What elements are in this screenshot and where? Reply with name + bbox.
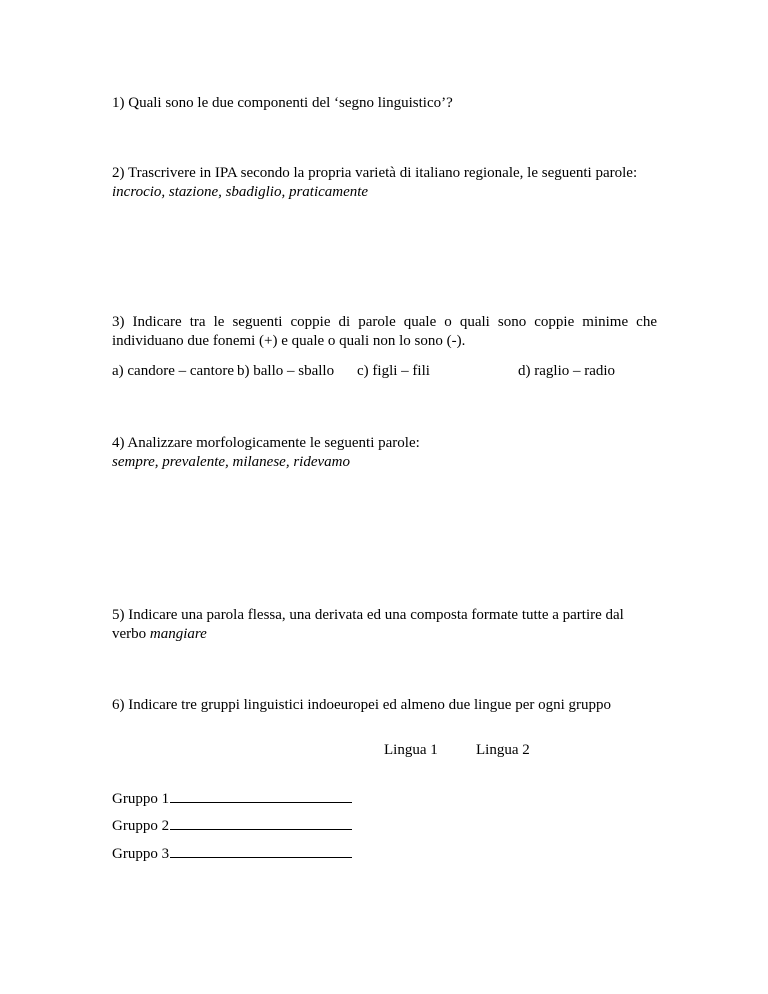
column-header-lingua-1: Lingua 1 — [384, 742, 438, 758]
question-3-option-b: b) ballo – sballo — [237, 363, 335, 379]
question-3 — [112, 313, 657, 351]
question-5-word: mangiare — [149, 626, 207, 642]
question-6-text: 6) Indicare tre gruppi linguistici indoeuropei ed almeno due lingue per ogni gruppo — [112, 697, 612, 713]
question-5-text: 5) Indicare una parola flessa, una derivata ed una composta formate tutte a partire dal verbo — [112, 607, 624, 642]
group-row-3 — [112, 843, 352, 863]
question-3-option-d: d) raglio – radio — [518, 363, 616, 379]
column-header-lingua-2: Lingua 2 — [476, 742, 530, 758]
question-2 — [112, 164, 672, 202]
group-label: Gruppo 1 — [112, 791, 170, 807]
question-4-text: 4) Analizzare morfologicamente le seguenti parole: — [112, 435, 420, 451]
answer-line — [170, 815, 352, 830]
group-label: Gruppo 3 — [112, 846, 170, 862]
question-3-option-a: a) candore – cantore — [112, 363, 235, 379]
question-6 — [112, 696, 672, 715]
question-4-words: sempre, prevalente, milanese, ridevamo — [112, 454, 350, 470]
answer-line — [170, 843, 352, 858]
question-4 — [112, 434, 657, 472]
answer-line — [170, 788, 352, 803]
question-1 — [112, 94, 657, 113]
question-2-text: 2) Trascrivere in IPA secondo la propria varietà di italiano regionale, le seguenti parole: — [112, 165, 638, 181]
group-row-1 — [112, 788, 352, 808]
group-label: Gruppo 2 — [112, 818, 170, 834]
question-2-words: incrocio, stazione, sbadiglio, praticamente — [112, 184, 369, 200]
question-5 — [112, 606, 632, 644]
question-3-text: 3) Indicare tra le seguenti coppie di parole quale o quali sono coppie minime che individuano due fonemi (+) e quale o quali non lo sono (-). — [112, 314, 657, 349]
group-row-2 — [112, 815, 352, 835]
question-3-option-c: c) figli – fili — [357, 363, 430, 379]
question-1-text: 1) Quali sono le due componenti del ‘segno linguistico’? — [112, 95, 453, 111]
